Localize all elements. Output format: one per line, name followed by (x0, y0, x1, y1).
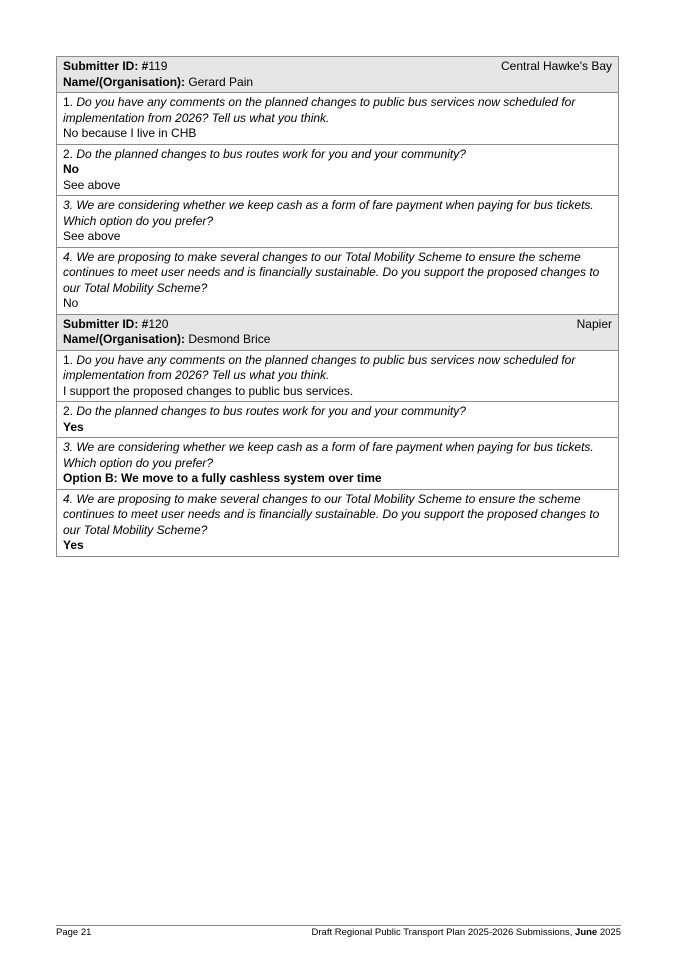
footer-month: June (575, 927, 598, 938)
footer-divider (56, 925, 621, 926)
answer-text: No (63, 296, 79, 310)
submitter-header (57, 315, 618, 351)
question-text: We are considering whether we keep cash as a form of fare payment when paying for bus tickets. Which option do you prefer? (63, 198, 594, 228)
submitter-id-label: Submitter ID: # (63, 316, 149, 331)
submitter-name: Desmond Brice (185, 332, 271, 346)
question-number: 2. (63, 404, 74, 418)
question-number: 3. (63, 198, 74, 212)
answer-row (57, 145, 618, 197)
answer-text: See above (63, 177, 121, 192)
document-title (312, 927, 621, 938)
question-number: 2. (63, 146, 74, 161)
submitter-id-label: Submitter ID: # (63, 59, 149, 73)
question-number: 4. (63, 249, 74, 264)
answer-text: I support the proposed changes to public bus services. (63, 383, 354, 398)
submitter-name-label: Name/(Organisation): (63, 332, 186, 346)
answer-row (57, 402, 618, 438)
question-text: Do the planned changes to bus routes work for you and your community? (76, 404, 466, 418)
answer-row (57, 438, 618, 490)
submitter-id: 120 (148, 316, 169, 331)
question-text: Do the planned changes to bus routes work for you and your community? (76, 146, 466, 161)
answer-text: See above (63, 229, 121, 243)
question-number: 3. (63, 440, 74, 454)
question-text: We are proposing to make several changes to our Total Mobility Scheme to ensure the scheme continues to meet user needs and is financially sustainable. Do you support the proposed changes to our Total Mobility Scheme? (63, 249, 600, 295)
question-number: 4. (63, 491, 74, 506)
answer-row (57, 93, 618, 145)
answer-choice: Option B: We move to a fully cashless system over time (63, 471, 382, 485)
page-footer (56, 927, 621, 938)
question-text: Do you have any comments on the planned changes to public bus services now scheduled for implementation from 2026? Tell us what you think. (63, 352, 576, 382)
answer-text: No because I live in CHB (63, 126, 197, 140)
submitter-location: Napier (576, 316, 612, 331)
answer-row (57, 490, 618, 557)
question-number: 1. (63, 352, 74, 367)
submissions-table (56, 56, 619, 557)
question-number: 1. (63, 95, 74, 109)
answer-row (57, 196, 618, 248)
question-text: We are considering whether we keep cash as a form of fare payment when paying for bus tickets. Which option do you prefer? (63, 440, 594, 470)
answer-row (57, 351, 618, 403)
submitter-location: Central Hawke's Bay (501, 59, 612, 73)
submitter-name: Gerard Pain (185, 74, 254, 89)
submitter-header (57, 57, 618, 93)
question-text: Do you have any comments on the planned changes to public bus services now scheduled for implementation from 2026? Tell us what you think. (63, 95, 576, 125)
page-number: Page 21 (56, 927, 92, 938)
answer-choice: Yes (63, 538, 84, 552)
submitter-id: 119 (148, 59, 168, 73)
footer-year: 2025 (597, 927, 621, 938)
submitter-name-label: Name/(Organisation): (63, 74, 186, 89)
answer-choice: No (63, 162, 79, 176)
answer-row (57, 248, 618, 315)
footer-title: Draft Regional Public Transport Plan 2025-2026 Submissions, (311, 927, 576, 938)
answer-choice: Yes (63, 419, 84, 434)
question-text: We are proposing to make several changes to our Total Mobility Scheme to ensure the scheme continues to meet user needs and is financially sustainable. Do you support the proposed changes to our Total Mobility Scheme? (63, 491, 600, 537)
